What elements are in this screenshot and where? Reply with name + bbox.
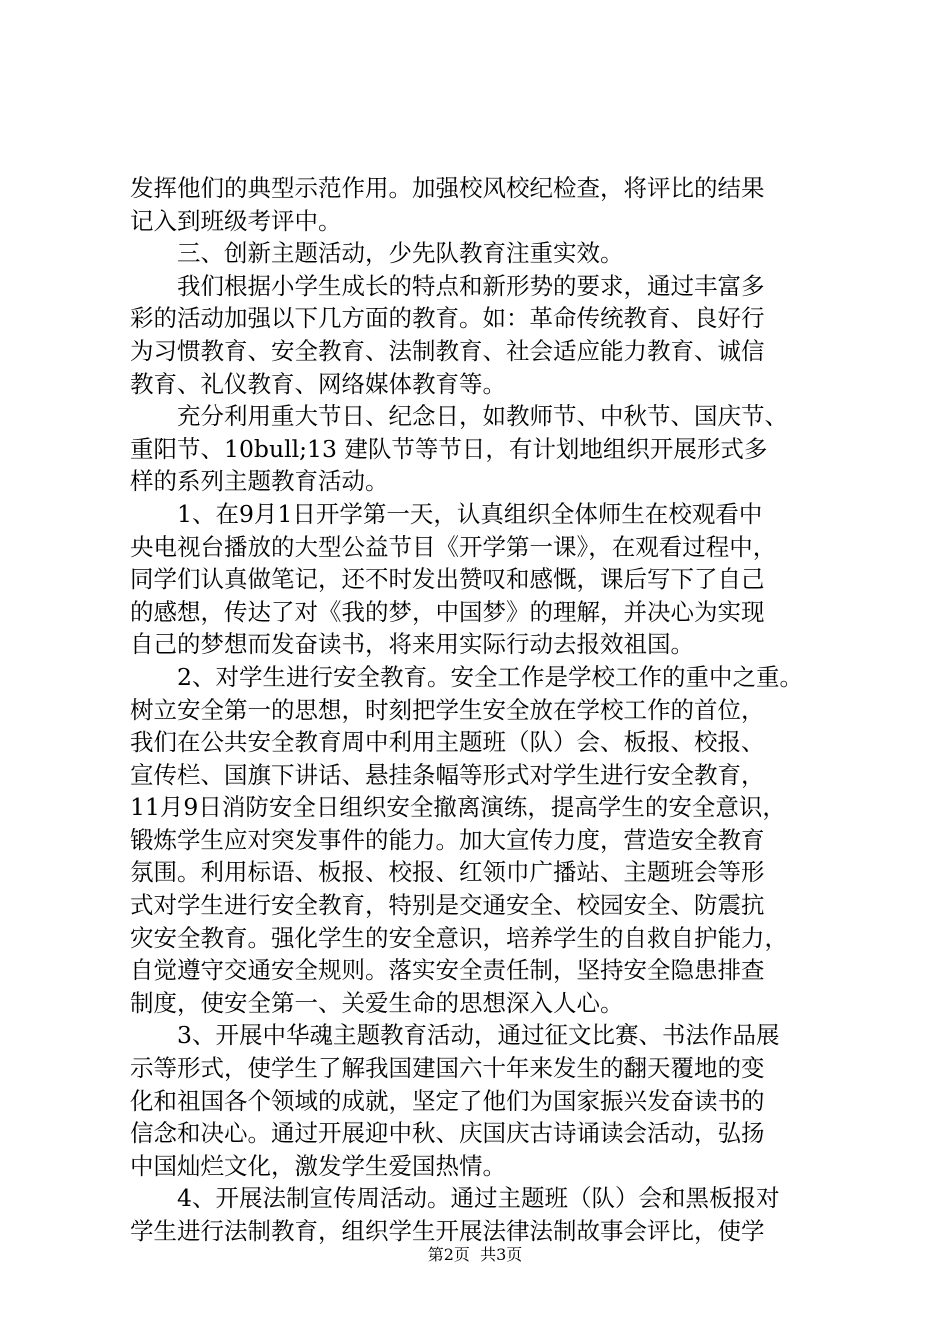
- text-line: 同学们认真做笔记，还不时发出赞叹和感慨，课后写下了自己: [130, 565, 765, 594]
- text-line: 锻炼学生应对突发事件的能力。加大宣传力度，营造安全教育: [130, 825, 765, 854]
- text-line: 为习惯教育、安全教育、法制教育、社会适应能力教育、诚信: [130, 336, 765, 365]
- text-line: 式对学生进行安全教育，特别是交通安全、校园安全、防震抗: [130, 891, 765, 920]
- text-line: 我们在公共安全教育周中利用主题班（队）会、板报、校报、: [130, 728, 765, 757]
- section-heading: 三、创新主题活动，少先队教育注重实效。: [130, 239, 624, 268]
- text-line: 宣传栏、国旗下讲话、悬挂条幅等形式对学生进行安全教育，: [130, 760, 765, 789]
- text-line: 信念和决心。通过开展迎中秋、庆国庆古诗诵读会活动，弘扬: [130, 1119, 765, 1148]
- text-line: 学生进行法制教育，组织学生开展法律法制故事会评比，使学: [130, 1217, 765, 1245]
- text-line: 样的系列主题教育活动。: [130, 467, 389, 496]
- text-line: 树立安全第一的思想，时刻把学生安全放在学校工作的首位，: [130, 695, 765, 724]
- text-line: 的感想，传达了对《我的梦，中国梦》的理解，并决心为实现: [130, 597, 765, 626]
- text-line: 3、开展中华魂主题教育活动，通过征文比赛、书法作品展: [130, 1021, 780, 1050]
- document-body: [130, 172, 835, 1248]
- text-line: 11月9日消防安全日组织安全撤离演练，提高学生的安全意识，: [130, 793, 786, 822]
- text-line: 中国灿烂文化，激发学生爱国热情。: [130, 1151, 506, 1180]
- text-line: 自觉遵守交通安全规则。落实安全责任制，坚持安全隐患排查: [130, 956, 765, 985]
- text-line: 氛围。利用标语、板报、校报、红领巾广播站、主题班会等形: [130, 858, 765, 887]
- text-line: 我们根据小学生成长的特点和新形势的要求，通过丰富多: [130, 271, 765, 300]
- text-line: 示等形式，使学生了解我国建国六十年来发生的翻天覆地的变: [130, 1054, 765, 1083]
- text-line: 记入到班级考评中。: [130, 206, 342, 235]
- text-line: 1、在9月1日开学第一天，认真组织全体师生在校观看中: [130, 499, 763, 528]
- text-line: 充分利用重大节日、纪念日，如教师节、中秋节、国庆节、: [130, 402, 788, 431]
- text-line: 2、对学生进行安全教育。安全工作是学校工作的重中之重。: [130, 662, 803, 691]
- text-line: 央电视台播放的大型公益节目《开学第一课》，在观看过程中，: [130, 532, 777, 561]
- text-line: 自己的梦想而发奋读书，将来用实际行动去报效祖国。: [130, 630, 694, 659]
- text-line: 教育、礼仪教育、网络媒体教育等。: [130, 369, 506, 398]
- text-line: 彩的活动加强以下几方面的教育。如：革命传统教育、良好行: [130, 304, 765, 333]
- text-line: 发挥他们的典型示范作用。加强校风校纪检查，将评比的结果: [130, 174, 765, 202]
- text-line: 制度，使安全第一、关爱生命的思想深入人心。: [130, 988, 624, 1017]
- text-line: 重阳节、10bull;13 建队节等节日，有计划地组织开展形式多: [130, 434, 768, 463]
- text-line: 化和祖国各个领域的成就，坚定了他们为国家振兴发奋读书的: [130, 1086, 765, 1115]
- text-line: 4、开展法制宣传周活动。通过主题班（队）会和黑板报对: [130, 1184, 780, 1213]
- page-number-footer: 第2页 共3页: [427, 1245, 523, 1264]
- text-line: 灾安全教育。强化学生的安全意识，培养学生的自救自护能力，: [130, 923, 788, 952]
